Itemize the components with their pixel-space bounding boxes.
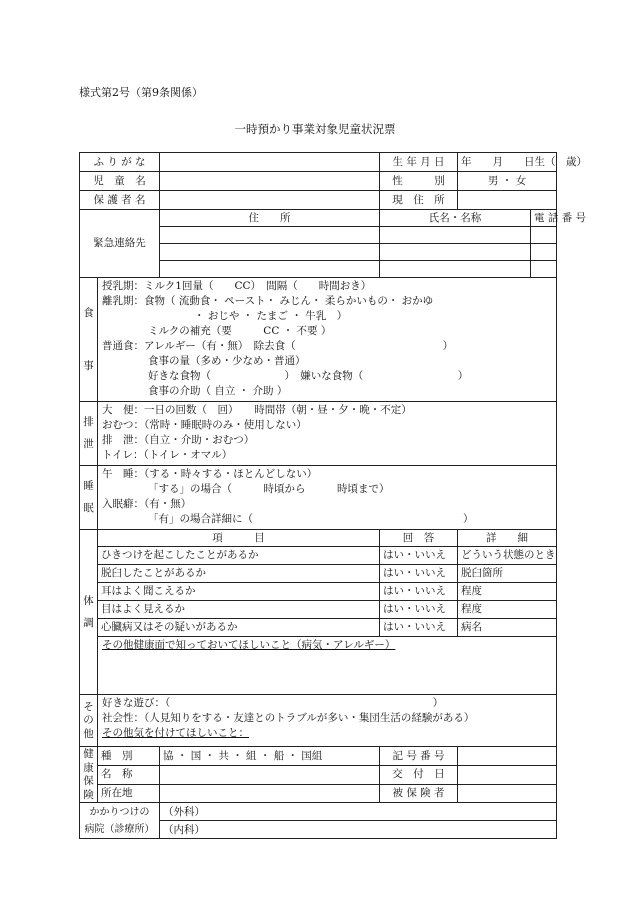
clinic-internal-field[interactable]: （内科） — [160, 821, 557, 839]
insurance-name-label: 名 称 — [98, 765, 160, 784]
birth-date-field[interactable]: 年 月 日生（ 歳） — [458, 153, 557, 172]
emergency-phone-field[interactable] — [531, 261, 557, 278]
insurance-issue-label: 交 付 日 — [380, 765, 458, 784]
health-other-notes[interactable]: その他健康面で知っておいてほしいこと（病気・アレルギー） — [98, 637, 557, 695]
meal-section-label: 食 事 — [80, 278, 98, 402]
insurance-type-options[interactable]: 協 ・ 国 ・ 共 ・ 組 ・ 船 ・ 国組 — [160, 747, 380, 766]
emergency-contact-label: 緊急連絡先 — [80, 210, 160, 278]
health-item-header: 項 目 — [98, 530, 380, 547]
emergency-phone-header: 電 話 番 号 — [531, 210, 557, 227]
health-item: 脱臼したことがあるか — [98, 565, 380, 583]
health-answer-header: 回 答 — [380, 530, 458, 547]
child-name-field[interactable] — [160, 172, 380, 191]
sex-field[interactable]: 男 ・ 女 — [458, 172, 557, 191]
health-detail[interactable]: 脱臼箇所 — [458, 565, 557, 583]
excretion-bowel-line: 大 便：一日の回数（ 回） 時間帯（朝・昼・夕・晩・不定） — [102, 404, 412, 416]
insurance-type-label: 種 別 — [98, 747, 160, 766]
meal-milk-supplement-line: ミルクの補充（要 CC ・ 不要 ） — [148, 325, 332, 337]
form-code: 様式第2号（第9条関係） — [79, 86, 203, 99]
health-detail[interactable]: どういう状態のとき — [458, 547, 557, 565]
emergency-address-field[interactable] — [160, 261, 380, 278]
insured-person-field[interactable] — [458, 784, 557, 803]
status-form-table — [79, 152, 588, 839]
excretion-self-line: 排 泄：（自立・介助・おむつ） — [102, 434, 255, 446]
sleep-habit-detail-line: 「有」の場合詳細に（ ） — [148, 513, 474, 525]
health-detail[interactable]: 程度 — [458, 583, 557, 601]
health-detail-header: 詳 細 — [458, 530, 557, 547]
meal-nursing-line: 授乳期：ミルク1回量（ CC） 間隔（ 時間おき） — [102, 280, 372, 292]
meal-likes-line: 好きな食物（ ） 嫌いな食物（ ） — [148, 370, 469, 382]
clinic-label: かかりつけの 病院（診療所） — [80, 803, 160, 839]
excretion-diaper-line: おむつ：（常時・睡眠時のみ・使用しない） — [102, 419, 307, 431]
emergency-name-field[interactable] — [380, 261, 531, 278]
emergency-address-field[interactable] — [160, 227, 380, 244]
current-address-field[interactable] — [458, 191, 557, 210]
insurance-name-field[interactable] — [160, 765, 380, 784]
meal-assist-line: 食事の介助（ 自立 ・ 介助 ） — [148, 385, 288, 397]
meal-normal-allergy-line: 普通食：アレルギー（有・無） 除去食（ ） — [102, 340, 454, 352]
health-detail[interactable]: 程度 — [458, 601, 557, 619]
furigana-label: ふ り が な — [80, 153, 160, 172]
guardian-name-label: 保 護 者 名 — [80, 191, 160, 210]
meal-section — [98, 278, 557, 402]
emergency-name-header: 氏名・名称 — [380, 210, 531, 227]
emergency-name-field[interactable] — [380, 244, 531, 261]
emergency-phone-field[interactable] — [531, 244, 557, 261]
health-detail[interactable]: 病名 — [458, 619, 557, 637]
meal-weaning-line-cont: ・ おじや ・ たまご ・ 牛乳 ） — [194, 310, 348, 322]
care-note-line[interactable]: その他気を付けてほしいこと： — [102, 727, 249, 739]
health-item: ひきつけを起こしたことがあるか — [98, 547, 380, 565]
insurance-section-label: 健 康 保 険 — [80, 747, 98, 803]
insurance-issue-field[interactable] — [458, 765, 557, 784]
emergency-address-header: 住 所 — [160, 210, 380, 227]
health-item: 心臓病又はその疑いがあるか — [98, 619, 380, 637]
current-address-label: 現 住 所 — [380, 191, 458, 210]
health-answer[interactable]: はい・いいえ — [380, 619, 458, 637]
health-answer[interactable]: はい・いいえ — [380, 601, 458, 619]
insured-person-label: 被 保 険 者 — [380, 784, 458, 803]
insurance-number-field[interactable] — [458, 747, 557, 766]
sex-label: 性 別 — [380, 172, 458, 191]
health-answer[interactable]: はい・いいえ — [380, 565, 458, 583]
sleep-section — [98, 466, 557, 530]
excretion-section-label: 排 泄 — [80, 402, 98, 466]
insurance-number-label: 記 号 番 号 — [380, 747, 458, 766]
favorite-play-line[interactable]: 好きな遊び：（ ） — [102, 697, 444, 709]
insurance-address-field[interactable] — [160, 784, 380, 803]
meal-amount-line: 食事の量（多め・少なめ・普通） — [148, 355, 306, 367]
sociality-line[interactable]: 社会性：（人見知りをする・友達とのトラブルが多い・集団生活の経験がある） — [102, 712, 475, 724]
health-answer[interactable]: はい・いいえ — [380, 583, 458, 601]
health-item: 目はよく見えるか — [98, 601, 380, 619]
child-name-label: 児 童 名 — [80, 172, 160, 191]
clinic-surgery-field[interactable]: （外科） — [160, 803, 557, 821]
sleep-nap-line: 午 睡：（する・時々する・ほとんどしない） — [102, 468, 318, 480]
emergency-address-field[interactable] — [160, 244, 380, 261]
excretion-section — [98, 402, 557, 466]
health-section-label: 体 調 — [80, 530, 98, 695]
insurance-address-label: 所在地 — [98, 784, 160, 803]
sleep-nap-time-line: 「する」の場合（ 時頃から 時頃まで） — [148, 483, 390, 495]
page-title: 一時預かり事業対象児童状況票 — [234, 122, 396, 136]
birth-date-label: 生 年 月 日 — [380, 153, 458, 172]
meal-weaning-line: 離乳期：食物（ 流動食・ ペースト・ みじん・ 柔らかいもの・ おかゆ — [102, 295, 434, 307]
furigana-field[interactable] — [160, 153, 380, 172]
sleep-section-label: 睡 眠 — [80, 466, 98, 530]
other-section-label: そ の 他 — [80, 695, 98, 747]
health-item: 耳はよく聞こえるか — [98, 583, 380, 601]
health-answer[interactable]: はい・いいえ — [380, 547, 458, 565]
emergency-phone-field[interactable] — [531, 227, 557, 244]
excretion-toilet-line: トイレ：（トイレ・オマル） — [102, 449, 233, 461]
emergency-name-field[interactable] — [380, 227, 531, 244]
guardian-name-field[interactable] — [160, 191, 380, 210]
other-section — [98, 695, 557, 747]
sleep-habit-line: 入眠癖：（有・無） — [102, 498, 192, 510]
